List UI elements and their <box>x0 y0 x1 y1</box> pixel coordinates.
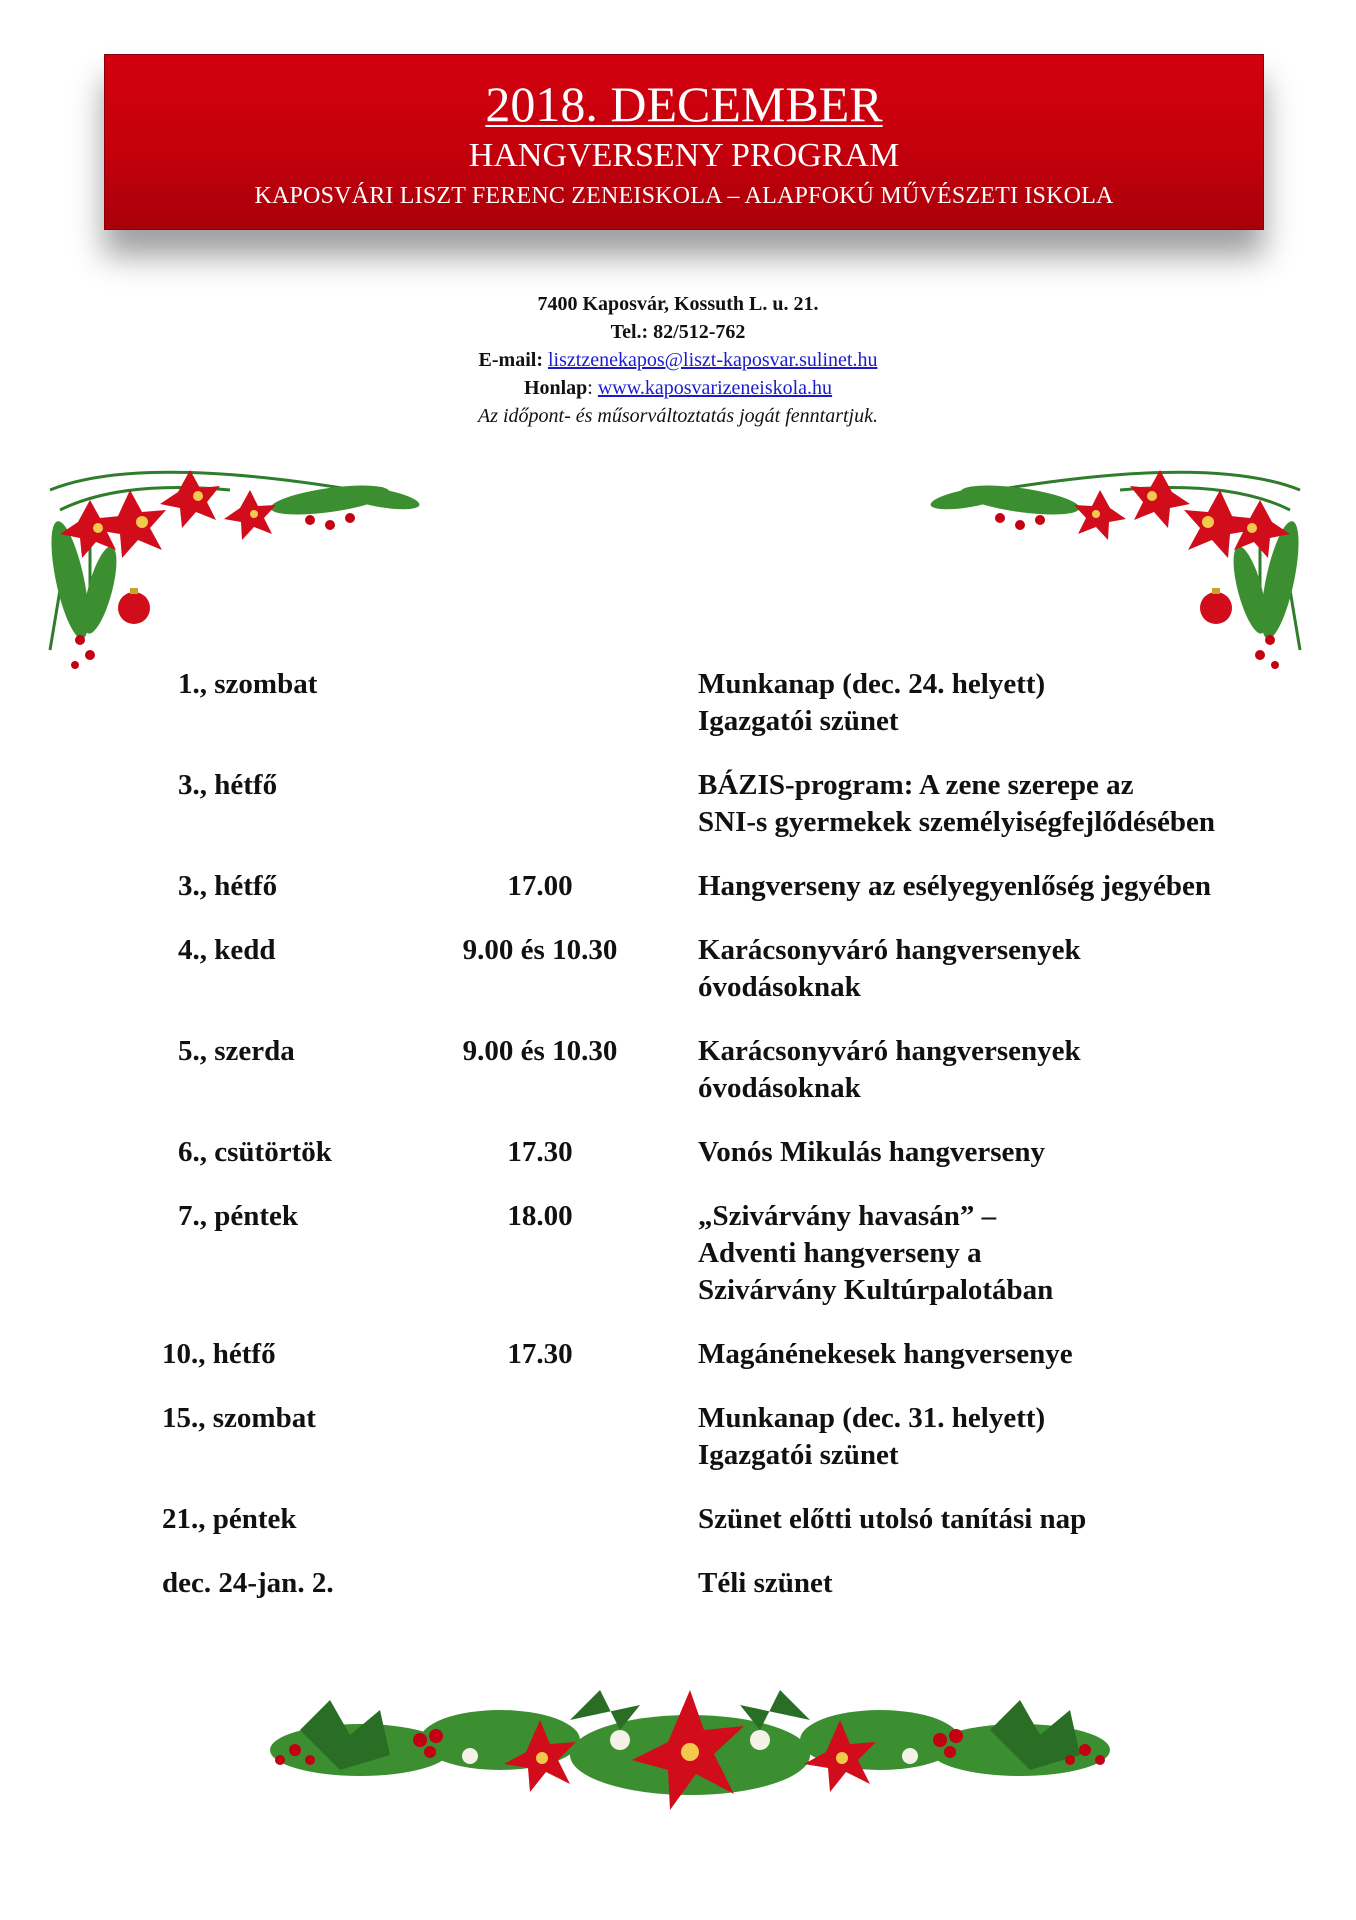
event-day: dec. 24-jan. 2. <box>162 1567 334 1599</box>
page-subtitle: HANGVERSENY PROGRAM <box>468 137 900 174</box>
event-desc-line: „Szivárvány havasán” – <box>698 1200 997 1232</box>
event-day: 5., szerda <box>178 1035 295 1067</box>
email-link[interactable]: lisztzenekapos@liszt-kaposvar.sulinet.hu <box>547 349 878 371</box>
event-time: 9.00 és 10.30 <box>462 1035 618 1067</box>
email-label: E-mail: <box>478 349 543 371</box>
event-description <box>698 1198 1318 1309</box>
event-day: 21., péntek <box>162 1503 297 1535</box>
poinsettia-garland-left-icon <box>30 450 430 690</box>
event-desc-line: Adventi hangverseny a <box>698 1237 982 1269</box>
event-time: 9.00 és 10.30 <box>462 934 618 966</box>
event-day: 15., szombat <box>162 1402 316 1434</box>
web-line <box>0 374 1356 402</box>
event-day: 6., csütörtök <box>178 1136 332 1168</box>
poinsettia-garland-right-icon <box>920 450 1320 690</box>
event-desc-line: SNI-s gyermekek személyiségfejlődésében <box>698 806 1216 838</box>
contact-block <box>0 290 1356 430</box>
email-line <box>0 346 1356 374</box>
web-label: Honlap <box>523 377 588 399</box>
event-description <box>698 666 1318 740</box>
event-time: 18.00 <box>507 1200 573 1232</box>
event-desc-line: Igazgatói szünet <box>698 1439 899 1471</box>
event-description <box>698 1134 1318 1171</box>
event-desc-line: Hangverseny az esélyegyenlőség jegyében <box>698 870 1212 902</box>
event-desc-line: óvodásoknak <box>698 971 861 1003</box>
school-name: KAPOSVÁRI LISZT FERENC ZENEISKOLA – ALAPFOKÚ MŰVÉSZETI ISKOLA <box>254 183 1114 209</box>
event-desc-line: óvodásoknak <box>698 1072 861 1104</box>
event-desc-line: BÁZIS-program: A zene szerepe az <box>698 769 1134 801</box>
event-description <box>698 1501 1318 1538</box>
event-desc-line: Munkanap (dec. 31. helyett) <box>698 1402 1046 1434</box>
event-day: 3., hétfő <box>178 870 278 902</box>
event-description <box>698 868 1318 905</box>
disclaimer-note: Az időpont- és műsorváltoztatás jogát fenntartjuk. <box>478 405 878 427</box>
event-time: 17.30 <box>507 1338 573 1370</box>
event-desc-line: Vonós Mikulás hangverseny <box>698 1136 1046 1168</box>
event-desc-line: Munkanap (dec. 24. helyett) <box>698 668 1046 700</box>
event-day: 7., péntek <box>178 1200 299 1232</box>
page-title: 2018. DECEMBER <box>485 76 883 132</box>
event-desc-line: Szivárvány Kultúrpalotában <box>698 1274 1054 1306</box>
event-day: 1., szombat <box>178 668 318 700</box>
event-day: 4., kedd <box>178 934 276 966</box>
event-time: 17.00 <box>507 870 573 902</box>
event-desc-line: Téli szünet <box>698 1567 833 1599</box>
header-banner <box>104 54 1264 230</box>
event-description <box>698 1565 1318 1602</box>
event-desc-line: Magánénekesek hangversenye <box>698 1338 1073 1370</box>
event-time: 17.30 <box>507 1136 573 1168</box>
event-desc-line: Karácsonyváró hangversenyek <box>698 1035 1081 1067</box>
web-separator: : <box>587 377 593 399</box>
event-day: 10., hétfő <box>162 1338 276 1370</box>
event-description <box>698 932 1318 1006</box>
event-description <box>698 1400 1318 1474</box>
event-desc-line: Igazgatói szünet <box>698 705 899 737</box>
event-day: 3., hétfő <box>178 769 278 801</box>
event-description <box>698 767 1318 841</box>
poinsettia-garland-bottom-icon <box>240 1660 1140 1840</box>
event-description <box>698 1336 1318 1373</box>
phone: Tel.: 82/512-762 <box>610 321 746 343</box>
web-link[interactable]: www.kaposvarizeneiskola.hu <box>597 377 833 399</box>
event-desc-line: Szünet előtti utolsó tanítási nap <box>698 1503 1087 1535</box>
address: 7400 Kaposvár, Kossuth L. u. 21. <box>537 293 819 315</box>
event-desc-line: Karácsonyváró hangversenyek <box>698 934 1081 966</box>
event-description <box>698 1033 1318 1107</box>
